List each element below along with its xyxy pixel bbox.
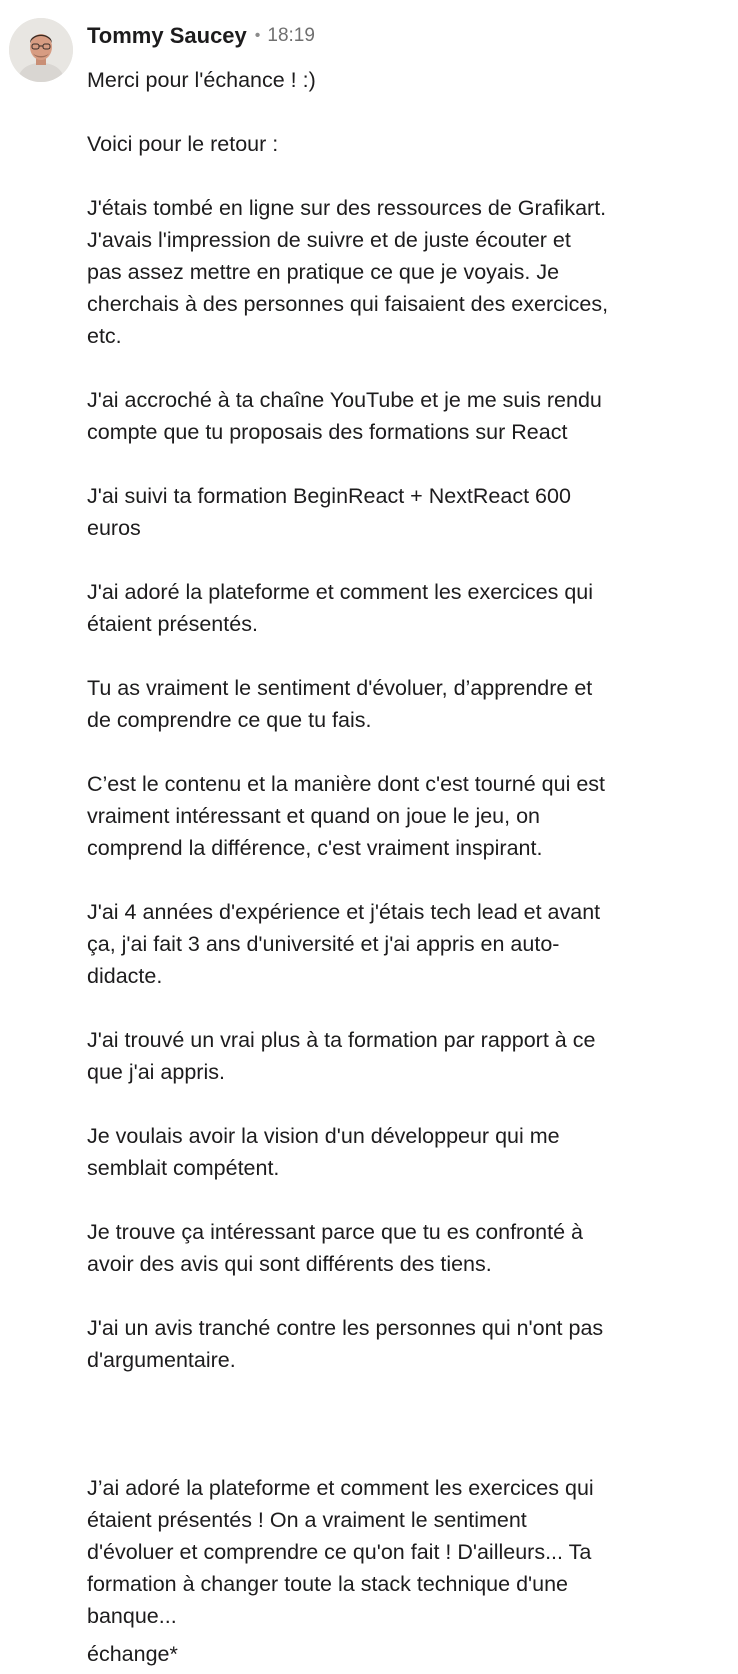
avatar[interactable] [9,18,73,82]
summary-line: d'évoluer et comprendre ce qu'on fait ! D'ailleurs... Ta [87,1540,592,1564]
message-line: J'ai accroché à ta chaîne YouTube et je me suis rendu [87,388,602,412]
message-header [87,20,315,52]
message-line: J'avais l'impression de suivre et de juste écouter et [87,228,571,252]
message-line: didacte. [87,964,163,988]
message-line: J'ai un avis tranché contre les personnes qui n'ont pas [87,1316,604,1340]
message-line: comprend la différence, c'est vraiment inspirant. [87,836,543,860]
message-body [87,64,697,1670]
message-line: d'argumentaire. [87,1348,236,1372]
message-line: Je voulais avoir la vision d'un développeur qui me [87,1124,560,1148]
message-line: vraiment intéressant et quand on joue le jeu, on [87,804,540,828]
message-line: Merci pour l'échance ! :) [87,68,316,92]
message-line: J'ai suivi ta formation BeginReact + NextReact 600 [87,484,571,508]
summary-line: J’ai adoré la plateforme et comment les exercices qui [87,1476,594,1500]
summary-line: banque... [87,1604,177,1628]
message-line: étaient présentés. [87,612,258,636]
message-line: ça, j'ai fait 3 ans d'université et j'ai appris en auto- [87,932,560,956]
message-line: etc. [87,324,122,348]
message-line: semblait compétent. [87,1156,280,1180]
message-line: que j'ai appris. [87,1060,225,1084]
message-line: avoir des avis qui sont différents des tiens. [87,1252,492,1276]
message-line: euros [87,516,141,540]
message-line: J'ai trouvé un vrai plus à ta formation par rapport à ce [87,1028,596,1052]
message-line: compte que tu proposais des formations sur React [87,420,568,444]
message-timestamp[interactable]: 18:19 [267,25,315,46]
message-line: Je trouve ça intéressant parce que tu es confronté à [87,1220,583,1244]
user-photo-icon [9,18,73,82]
edit-note: échange* [87,1642,178,1666]
author-name[interactable]: Tommy Saucey [87,23,247,48]
message-line: Voici pour le retour : [87,132,279,156]
header-separator: • [254,27,261,44]
message-line: J'étais tombé en ligne sur des ressources de Grafikart. [87,196,607,220]
message-line: C’est le contenu et la manière dont c'est tourné qui est [87,772,606,796]
message-line: cherchais à des personnes qui faisaient des exercices, [87,292,609,316]
message-line: de comprendre ce que tu fais. [87,708,372,732]
message-line: J'ai adoré la plateforme et comment les exercices qui [87,580,594,604]
summary-line: formation à changer toute la stack technique d'une [87,1572,568,1596]
message-line: J'ai 4 années d'expérience et j'étais tech lead et avant [87,900,601,924]
message-line: Tu as vraiment le sentiment d'évoluer, d’apprendre et [87,676,593,700]
message-line: pas assez mettre en pratique ce que je voyais. Je [87,260,560,284]
summary-line: étaient présentés ! On a vraiment le sentiment [87,1508,527,1532]
